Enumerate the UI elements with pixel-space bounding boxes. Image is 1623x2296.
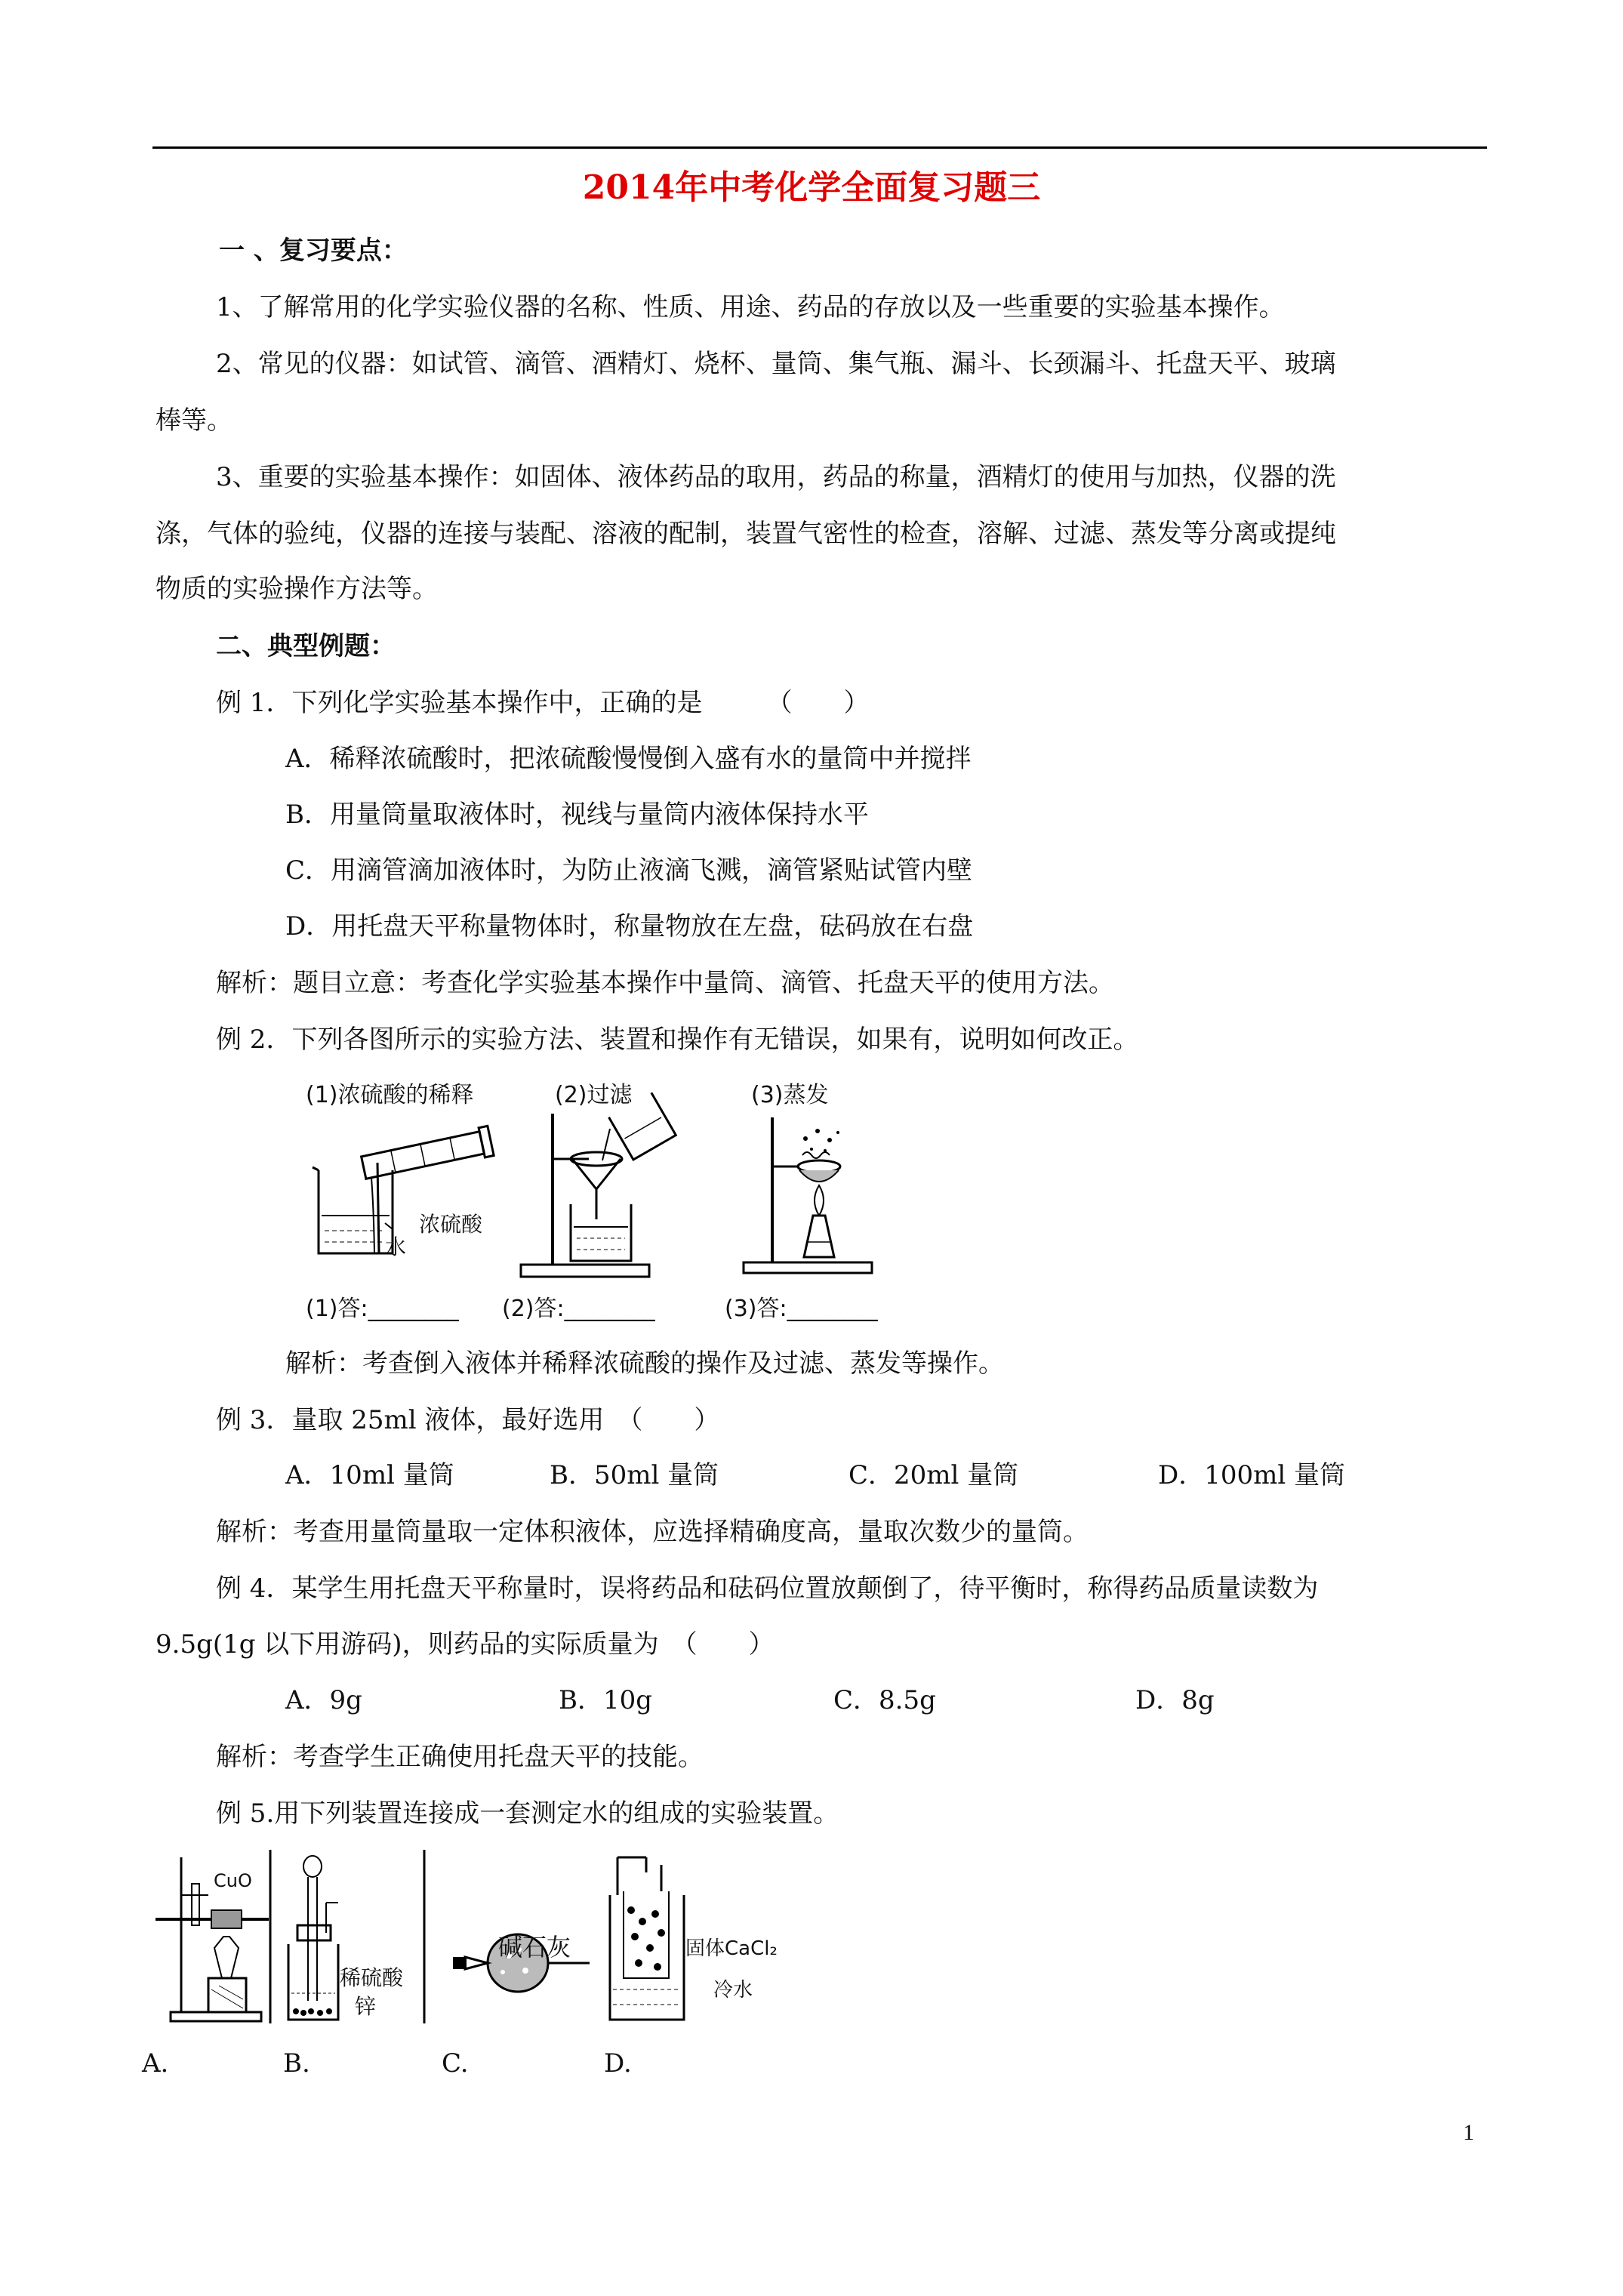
paragraph-3-line1: 3、重要的实验基本操作：如固体、液体药品的取用，药品的称量，酒精灯的使用与加热，仪器的洗 — [216, 462, 1336, 492]
example4-stem-line2: 9.5g(1g 以下用游码)，则药品的实际质量为 （ ） — [156, 1629, 775, 1660]
example4-option-a: A．9g — [285, 1685, 362, 1715]
answer2: (2)答:________ — [502, 1296, 655, 1322]
example1-analysis: 解析：题目立意：考查化学实验基本操作中量筒、滴管、托盘天平的使用方法。 — [216, 968, 1114, 998]
header-rule — [152, 146, 1487, 149]
answer1: (1)答:________ — [306, 1296, 459, 1322]
dilution-diagram — [302, 1102, 513, 1268]
label-soda-lime: 碱石灰 — [498, 1933, 571, 1962]
paragraph-3-line2: 涤，气体的验纯，仪器的连接与装配、溶液的配制，装置气密性的检查，溶解、过滤、蒸发等分离或提纯 — [156, 519, 1336, 549]
label-dilute-sulfuric-acid: 稀硫酸 — [340, 1965, 404, 1990]
figure3-caption: (3)蒸发 — [751, 1082, 829, 1108]
label-concentrated-acid: 浓硫酸 — [419, 1212, 483, 1237]
example3-analysis: 解析：考查用量筒量取一定体积液体，应选择精确度高，量取次数少的量筒。 — [216, 1517, 1089, 1547]
paragraph-2-line1: 2、常见的仪器：如试管、滴管、酒精灯、烧杯、量筒、集气瓶、漏斗、长颈漏斗、托盘天平、玻璃 — [216, 349, 1336, 379]
example3-option-d: D．100ml 量筒 — [1158, 1460, 1346, 1490]
paragraph-2-line2: 棒等。 — [156, 405, 233, 436]
figure2-caption: (2)过滤 — [555, 1082, 633, 1108]
label-cold-water: 冷水 — [713, 1979, 753, 2002]
example1-option-c: C．用滴管滴加液体时，为防止液滴飞溅，滴管紧贴试管内壁 — [285, 855, 973, 886]
example1-option-a: A．稀释浓硫酸时，把浓硫酸慢慢倒入盛有水的量筒中并搅拌 — [285, 744, 972, 774]
example4-option-d: D．8g — [1135, 1685, 1215, 1715]
filtration-diagram — [521, 1099, 687, 1280]
example3-stem: 例 3．量取 25ml 液体，最好选用 （ ） — [216, 1405, 720, 1435]
label-zinc: 锌 — [355, 1994, 377, 2019]
section1-heading: 一 、复习要点： — [219, 236, 408, 266]
example5-option-a: A. — [142, 2048, 169, 2079]
example3-option-c: C．20ml 量筒 — [848, 1460, 1019, 1490]
example3-option-b: B．50ml 量筒 — [550, 1460, 719, 1490]
example5-stem: 例 5.用下列装置连接成一套测定水的组成的实验装置。 — [216, 1798, 839, 1829]
example2-analysis: 解析：考查倒入液体并稀释浓硫酸的操作及过滤、蒸发等操作。 — [285, 1348, 1004, 1379]
paragraph-3-line3: 物质的实验操作方法等。 — [156, 574, 438, 604]
example4-stem-line1: 例 4．某学生用托盘天平称量时，误将药品和砝码位置放颠倒了，待平衡时，称得药品质量读数为 — [216, 1573, 1319, 1604]
example4-option-c: C．8.5g — [833, 1685, 936, 1715]
label-water: 水 — [385, 1234, 407, 1259]
page-number: 1 — [1463, 2120, 1474, 2145]
example3-option-a: A．10ml 量筒 — [285, 1460, 454, 1490]
paragraph-1: 1、了解常用的化学实验仪器的名称、性质、用途、药品的存放以及一些重要的实验基本操作。 — [216, 292, 1285, 322]
example5-option-c: C. — [442, 2048, 469, 2079]
apparatus-d — [610, 1857, 684, 2020]
figure1-caption: (1)浓硫酸的稀释 — [306, 1082, 474, 1108]
example4-option-b: B．10g — [559, 1685, 653, 1715]
example4-analysis: 解析：考查学生正确使用托盘天平的技能。 — [216, 1742, 704, 1772]
answer3: (3)答:________ — [725, 1296, 878, 1322]
section2-heading: 二、典型例题： — [216, 631, 396, 661]
example1-option-d: D．用托盘天平称量物体时，称量物放在左盘，砝码放在右盘 — [285, 911, 974, 942]
evaporation-diagram — [736, 1102, 887, 1276]
apparatus-b — [288, 1856, 338, 2020]
page-title: 2014年中考化学全面复习题三 — [582, 168, 1041, 207]
label-solid-cacl2: 固体CaCl₂ — [685, 1937, 778, 1960]
example5-option-d: D. — [604, 2048, 632, 2079]
example5-option-b: B. — [283, 2048, 310, 2079]
example2-stem: 例 2．下列各图所示的实验方法、装置和操作有无错误，如果有，说明如何改正。 — [216, 1025, 1139, 1055]
example1-option-b: B．用量筒量取液体时，视线与量筒内液体保持水平 — [285, 800, 869, 830]
example1-stem: 例 1．下列化学实验基本操作中，正确的是 （ ） — [216, 688, 870, 718]
label-cuo: CuO — [214, 1870, 252, 1891]
